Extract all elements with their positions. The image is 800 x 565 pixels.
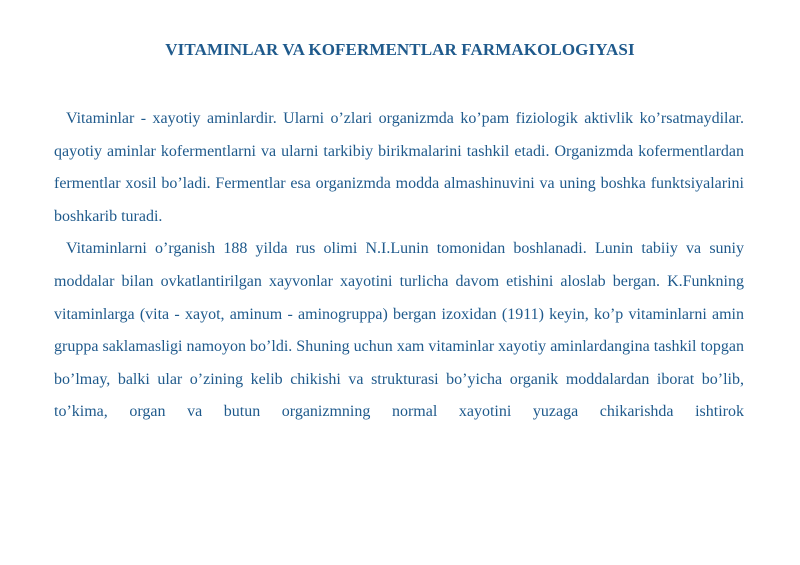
paragraph-2: Vitaminlarni o’rganish 188 yilda rus olimi N.I.Lunin tomonidan boshlanadi. Lunin tabiiy va suniy moddalar bilan ovkatlantirilgan xayvonlar xayotini turlicha davom etishini aloslab bergan. K.Funkning vitaminlarga (vita - xayot, aminum - aminogruppa) bergan izoxidan (1911) keyin, ko’p vitaminlarni amin gruppa saklamasligi namoyon bo’ldi. Shuning uchun xam vitaminlar xayotiy aminlardangina tashkil topgan bo’lmay, balki ular o’zining kelib chikishi va strukturasi bo’yicha organik moddalardan iborat bo’lib, to’kima, organ va butun organizmning normal xayotini yuzaga chikarishda ishtirok (54, 240, 744, 421)
document-body (54, 103, 744, 429)
paragraph-1: Vitaminlar - xayotiy aminlardir. Ularni o’zlari organizmda ko’pam fiziologik aktivlik ko’rsatmaydilar. qayotiy aminlar kofermentlarni va ularni tarkibiy birikmalarini tashkil etadi. Organizmda kofermentlardan fermentlar xosil bo’ladi. Fermentlar esa organizmda modda almashinuvini va uning boshka funktsiyalarini boshkarib turadi. (54, 110, 744, 225)
document-title: VITAMINLAR VA KOFERMENTLAR FARMAKOLOGIYASI (165, 40, 635, 59)
